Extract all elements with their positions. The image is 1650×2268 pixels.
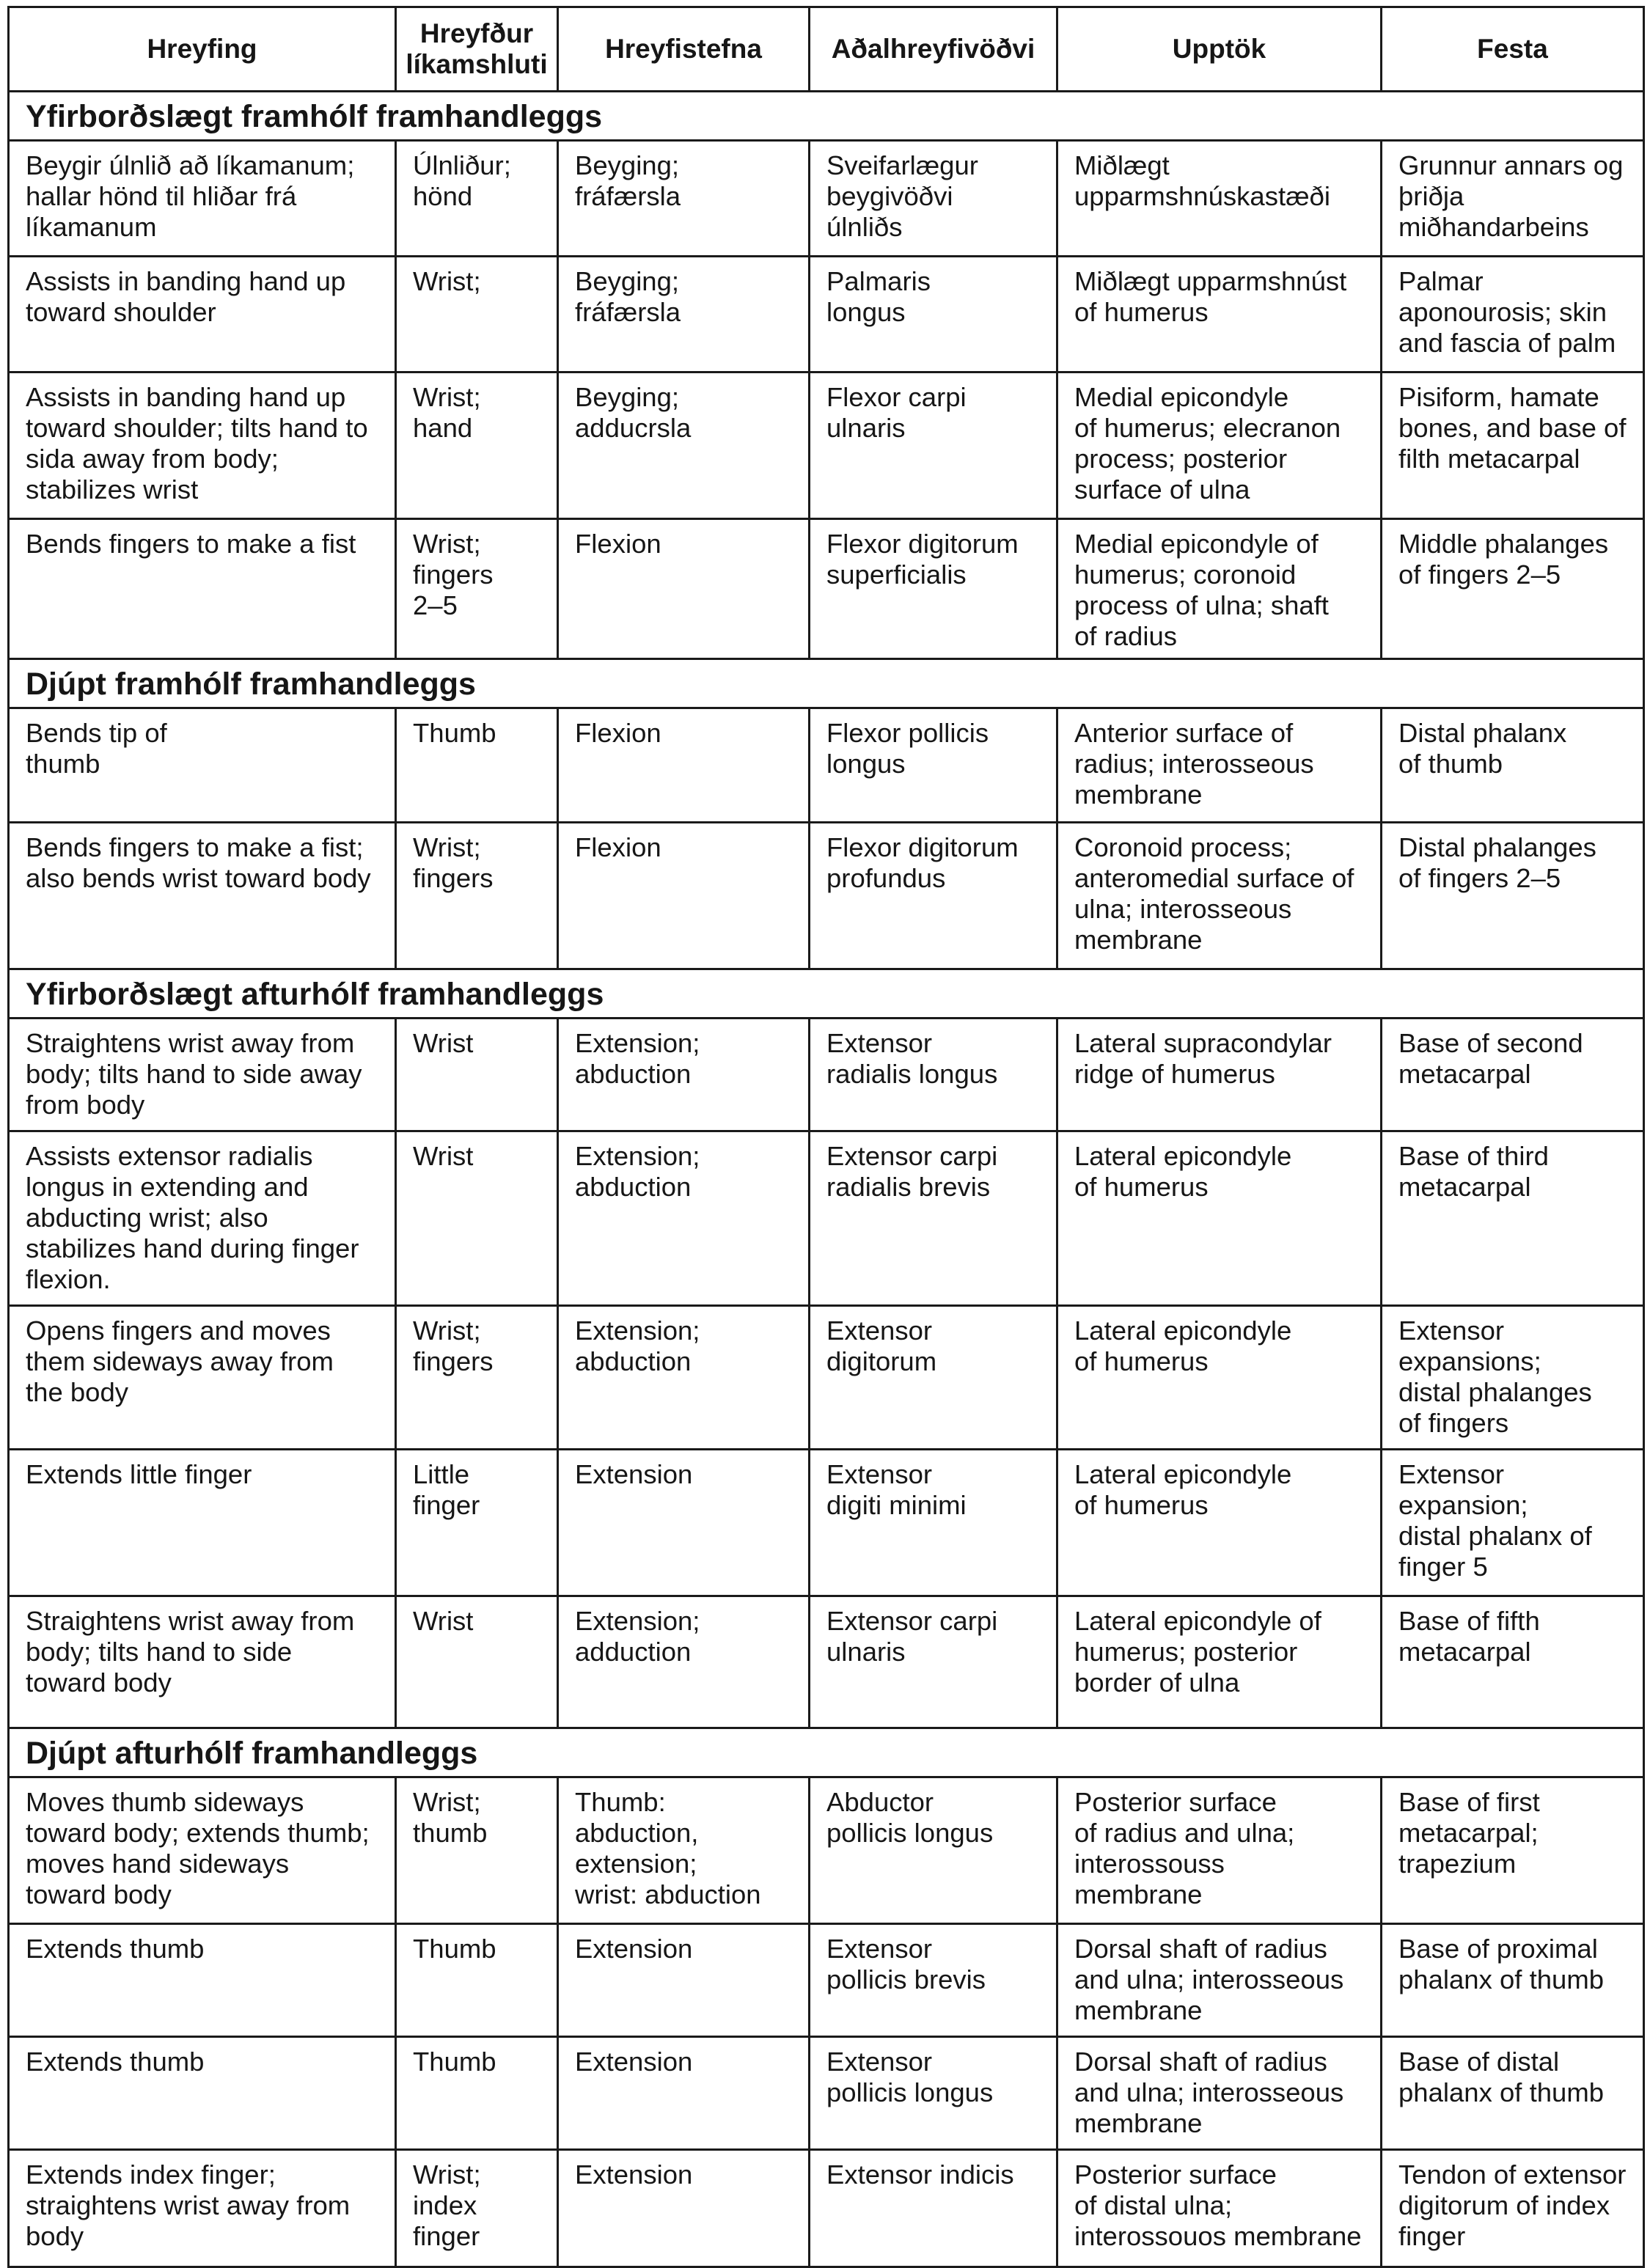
origin-cell: Coronoid process; anteromedial surface of ulna; interosseous membrane [1057,823,1382,969]
body-part-cell: Wrist; fingers [396,823,558,969]
movement-cell: Extends thumb [9,2037,396,2150]
direction-cell: Extension [558,2037,810,2150]
insertion-cell: Base of second metacarpal [1382,1019,1644,1131]
origin-cell: Lateral epicondyle of humerus [1057,1131,1382,1306]
section-title: Djúpt afturhólf framhandleggs [9,1728,1644,1777]
table-row [9,1306,1644,1450]
prime-mover-cell: Palmaris longus [810,257,1057,373]
body-part-cell: Wrist [396,1596,558,1728]
table-row [9,1450,1644,1596]
insertion-cell: Palmar aponourosis; skin and fascia of palm [1382,257,1644,373]
prime-mover-cell: Abductor pollicis longus [810,1777,1057,1924]
body-part-cell: Wrist [396,1019,558,1131]
insertion-cell: Base of third metacarpal [1382,1131,1644,1306]
column-header-insertion: Festa [1382,7,1644,92]
direction-cell: Extension; abduction [558,1131,810,1306]
insertion-cell: Grunnur annars og þriðja miðhandarbeins [1382,141,1644,257]
insertion-cell: Distal phalanges of fingers 2–5 [1382,823,1644,969]
prime-mover-cell: Sveifarlægur beygivöðvi úlnliðs [810,141,1057,257]
direction-cell: Extension [558,1924,810,2037]
direction-cell: Extension [558,1450,810,1596]
prime-mover-cell: Flexor digitorum superficialis [810,519,1057,659]
body-part-cell: Thumb [396,1924,558,2037]
section-header-row [9,969,1644,1019]
movement-cell: Extends index finger; straightens wrist away from body [9,2150,396,2267]
body-part-cell: Wrist [396,1131,558,1306]
column-header-direction: Hreyfistefna [558,7,810,92]
insertion-cell: Tendon of extensor digitorum of index finger [1382,2150,1644,2267]
insertion-cell: Base of fifth metacarpal [1382,1596,1644,1728]
direction-cell: Beyging; fráfærsla [558,257,810,373]
body-part-cell: Úlnliður; hönd [396,141,558,257]
insertion-cell: Base of first metacarpal; trapezium [1382,1777,1644,1924]
insertion-cell: Middle phalanges of fingers 2–5 [1382,519,1644,659]
direction-cell: Flexion [558,519,810,659]
direction-cell: Extension [558,2150,810,2267]
prime-mover-cell: Flexor digitorum profundus [810,823,1057,969]
body-part-cell: Wrist; index finger [396,2150,558,2267]
movement-cell: Moves thumb sideways toward body; extends thumb; moves hand sideways toward body [9,1777,396,1924]
section-title: Yfirborðslægt afturhólf framhandleggs [9,969,1644,1019]
prime-mover-cell: Flexor pollicis longus [810,708,1057,823]
forearm-muscle-table [7,6,1645,2268]
section-header-row [9,1728,1644,1777]
body-part-cell: Wrist; [396,257,558,373]
insertion-cell: Extensor expansion; distal phalanx of finger 5 [1382,1450,1644,1596]
insertion-cell: Base of distal phalanx of thumb [1382,2037,1644,2150]
origin-cell: Dorsal shaft of radius and ulna; interosseous membrane [1057,2037,1382,2150]
movement-cell: Straightens wrist away from body; tilts hand to side toward body [9,1596,396,1728]
column-header-body-part: Hreyfður líkamshluti [396,7,558,92]
movement-cell: Extends thumb [9,1924,396,2037]
prime-mover-cell: Extensor pollicis brevis [810,1924,1057,2037]
direction-cell: Flexion [558,708,810,823]
origin-cell: Miðlægt upparmshnúst of humerus [1057,257,1382,373]
column-header-origin: Upptök [1057,7,1382,92]
insertion-cell: Base of proximal phalanx of thumb [1382,1924,1644,2037]
origin-cell: Lateral epicondyle of humerus; posterior border of ulna [1057,1596,1382,1728]
movement-cell: Assists extensor radialis longus in extending and abducting wrist; also stabilizes hand during finger flexion. [9,1131,396,1306]
origin-cell: Lateral epicondyle of humerus [1057,1306,1382,1450]
movement-cell: Assists in banding hand up toward shoulder; tilts hand to sida away from body; stabilizes wrist [9,373,396,519]
movement-cell: Opens fingers and moves them sideways away from the body [9,1306,396,1450]
muscle-table-document [7,6,1643,2268]
direction-cell: Extension; abduction [558,1306,810,1450]
body-part-cell: Wrist; hand [396,373,558,519]
insertion-cell: Extensor expansions; distal phalanges of fingers [1382,1306,1644,1450]
table-row [9,1596,1644,1728]
table-row [9,373,1644,519]
prime-mover-cell: Extensor radialis longus [810,1019,1057,1131]
prime-mover-cell: Extensor digitorum [810,1306,1057,1450]
table-row [9,1019,1644,1131]
direction-cell: Flexion [558,823,810,969]
movement-cell: Beygir úlnlið að líkamanum; hallar hönd til hliðar frá líkamanum [9,141,396,257]
prime-mover-cell: Extensor carpi radialis brevis [810,1131,1057,1306]
body-part-cell: Wrist; fingers [396,1306,558,1450]
body-part-cell: Wrist; fingers 2–5 [396,519,558,659]
origin-cell: Dorsal shaft of radius and ulna; interosseous membrane [1057,1924,1382,2037]
table-row [9,1131,1644,1306]
origin-cell: Anterior surface of radius; interosseous membrane [1057,708,1382,823]
body-part-cell: Thumb [396,2037,558,2150]
prime-mover-cell: Extensor indicis [810,2150,1057,2267]
column-header-movement: Hreyfing [9,7,396,92]
section-title: Yfirborðslægt framhólf framhandleggs [9,92,1644,141]
table-row [9,708,1644,823]
prime-mover-cell: Extensor carpi ulnaris [810,1596,1057,1728]
section-header-row [9,659,1644,708]
origin-cell: Miðlægt upparmshnúskastæði [1057,141,1382,257]
prime-mover-cell: Flexor carpi ulnaris [810,373,1057,519]
origin-cell: Medial epicondyle of humerus; coronoid process of ulna; shaft of radius [1057,519,1382,659]
origin-cell: Lateral supracondylar ridge of humerus [1057,1019,1382,1131]
prime-mover-cell: Extensor digiti minimi [810,1450,1057,1596]
movement-cell: Straightens wrist away from body; tilts hand to side away from body [9,1019,396,1131]
movement-cell: Bends fingers to make a fist; also bends wrist toward body [9,823,396,969]
body-part-cell: Little finger [396,1450,558,1596]
column-header-prime-mover: Aðalhreyfivöðvi [810,7,1057,92]
table-body [9,92,1644,2267]
movement-cell: Extends little finger [9,1450,396,1596]
direction-cell: Beyging; adducrsla [558,373,810,519]
body-part-cell: Thumb [396,708,558,823]
direction-cell: Thumb: abduction, extension; wrist: abduction [558,1777,810,1924]
insertion-cell: Distal phalanx of thumb [1382,708,1644,823]
body-part-cell: Wrist; thumb [396,1777,558,1924]
prime-mover-cell: Extensor pollicis longus [810,2037,1057,2150]
table-row [9,1777,1644,1924]
table-row [9,519,1644,659]
movement-cell: Bends tip of thumb [9,708,396,823]
table-row [9,141,1644,257]
section-header-row [9,92,1644,141]
header-row [9,7,1644,92]
movement-cell: Bends fingers to make a fist [9,519,396,659]
origin-cell: Posterior surface of distal ulna; interossouos membrane [1057,2150,1382,2267]
origin-cell: Medial epicondyle of humerus; elecranon process; posterior surface of ulna [1057,373,1382,519]
origin-cell: Lateral epicondyle of humerus [1057,1450,1382,1596]
table-row [9,2150,1644,2267]
section-title: Djúpt framhólf framhandleggs [9,659,1644,708]
origin-cell: Posterior surface of radius and ulna; interossouss membrane [1057,1777,1382,1924]
direction-cell: Beyging; fráfærsla [558,141,810,257]
insertion-cell: Pisiform, hamate bones, and base of filth metacarpal [1382,373,1644,519]
direction-cell: Extension; adduction [558,1596,810,1728]
table-row [9,1924,1644,2037]
table-row [9,823,1644,969]
direction-cell: Extension; abduction [558,1019,810,1131]
movement-cell: Assists in banding hand up toward shoulder [9,257,396,373]
table-row [9,2037,1644,2150]
table-row [9,257,1644,373]
